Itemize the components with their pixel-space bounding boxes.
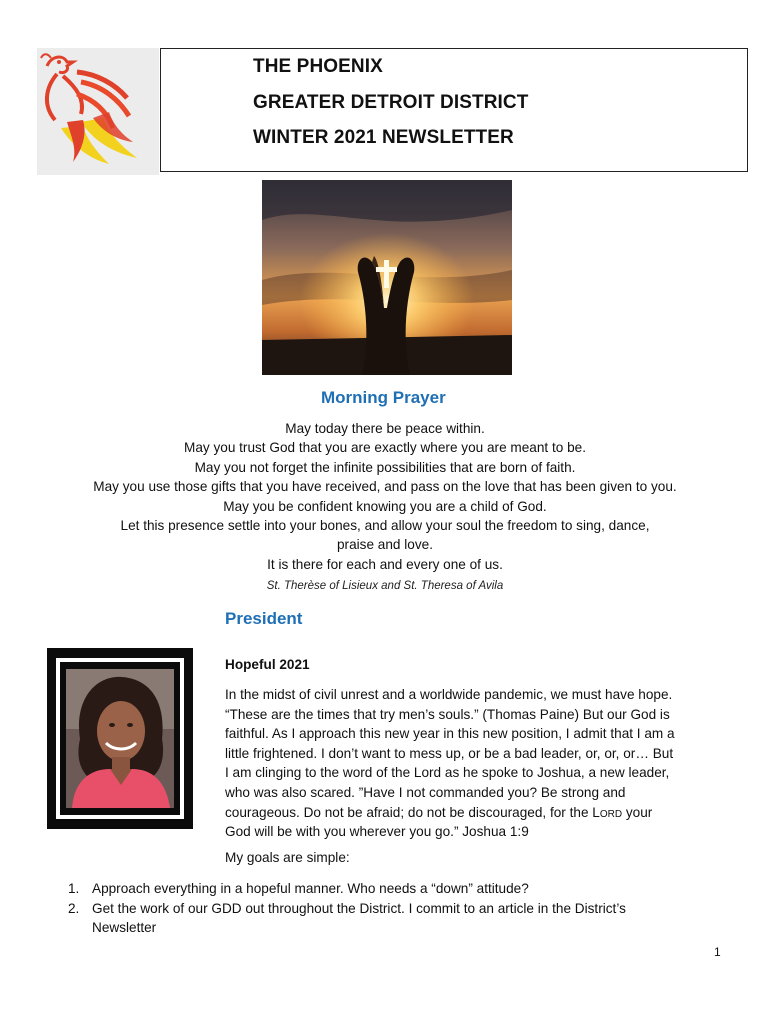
edition-title: WINTER 2021 NEWSLETTER — [253, 127, 514, 148]
article-line-text: courageous. Do not be afraid; do not be discouraged, for the — [225, 804, 593, 820]
prayer-attribution: St. Therèse of Lisieux and St. Theresa of Avila — [266, 580, 504, 592]
list-item-text: Newsletter — [92, 920, 157, 936]
prayer-text — [20, 419, 750, 574]
lord-smallcaps: Lord — [592, 804, 623, 820]
list-number: 1. — [68, 881, 80, 896]
article-line: In the midst of civil unrest and a worldwide pandemic, we must have hope. — [225, 687, 673, 702]
list-item — [68, 899, 708, 938]
article-line: faithful. As I approach this new year in this new position, I admit that I am a — [225, 726, 675, 742]
page-number: 1 — [714, 945, 721, 959]
prayer-line: May you be confident knowing you are a child of God. — [223, 498, 547, 514]
goals-intro: My goals are simple: — [225, 850, 350, 865]
morning-prayer-heading: Morning Prayer — [321, 388, 446, 407]
article-line: God will be with you wherever you go.” Joshua 1:9 — [225, 824, 529, 840]
prayer-line: praise and love. — [337, 537, 433, 553]
president-article-body — [225, 685, 730, 842]
list-item-text: Approach everything in a hopeful manner. Who needs a “down” attitude? — [92, 881, 529, 896]
president-photo — [66, 669, 174, 808]
article-line: who was also scared. ”Have I not commanded you? Be strong and — [225, 784, 626, 800]
prayer-line: May you use those gifts that you have received, and pass on the love that has been given to you. — [93, 479, 677, 495]
list-item — [68, 879, 708, 899]
article-line: I am clinging to the word of the Lord as he spoke to Joshua, a new leader, — [225, 765, 670, 781]
district-name: GREATER DETROIT DISTRICT — [253, 92, 529, 113]
prayer-line: May you not forget the infinite possibilities that are born of faith. — [194, 459, 576, 475]
hands-cross-sunset-image — [262, 180, 512, 375]
president-heading: President — [225, 609, 303, 628]
article-line: “These are the times that try men’s souls.” (Thomas Paine) But our God is — [225, 706, 670, 722]
president-portrait — [47, 648, 193, 829]
prayer-line: Let this presence settle into your bones, and allow your soul the freedom to sing, dance, — [120, 518, 650, 534]
newsletter-header — [160, 48, 748, 172]
goals-list — [68, 879, 708, 938]
article-line — [225, 803, 730, 823]
prayer-line: May you trust God that you are exactly where you are meant to be. — [184, 440, 586, 456]
list-number: 2. — [68, 900, 80, 916]
article-line: little frightened. I don’t want to mess up, or be a bad leader, or, or, or… But — [225, 745, 674, 761]
list-item-text: Get the work of our GDD out throughout the District. I commit to an article in the District’s — [92, 900, 626, 916]
article-title: Hopeful 2021 — [225, 657, 310, 672]
prayer-line: May today there be peace within. — [285, 421, 485, 436]
phoenix-logo — [37, 48, 159, 175]
prayer-line: It is there for each and every one of us. — [267, 556, 503, 572]
newsletter-name: THE PHOENIX — [253, 56, 383, 77]
article-line-text: your — [622, 804, 653, 820]
